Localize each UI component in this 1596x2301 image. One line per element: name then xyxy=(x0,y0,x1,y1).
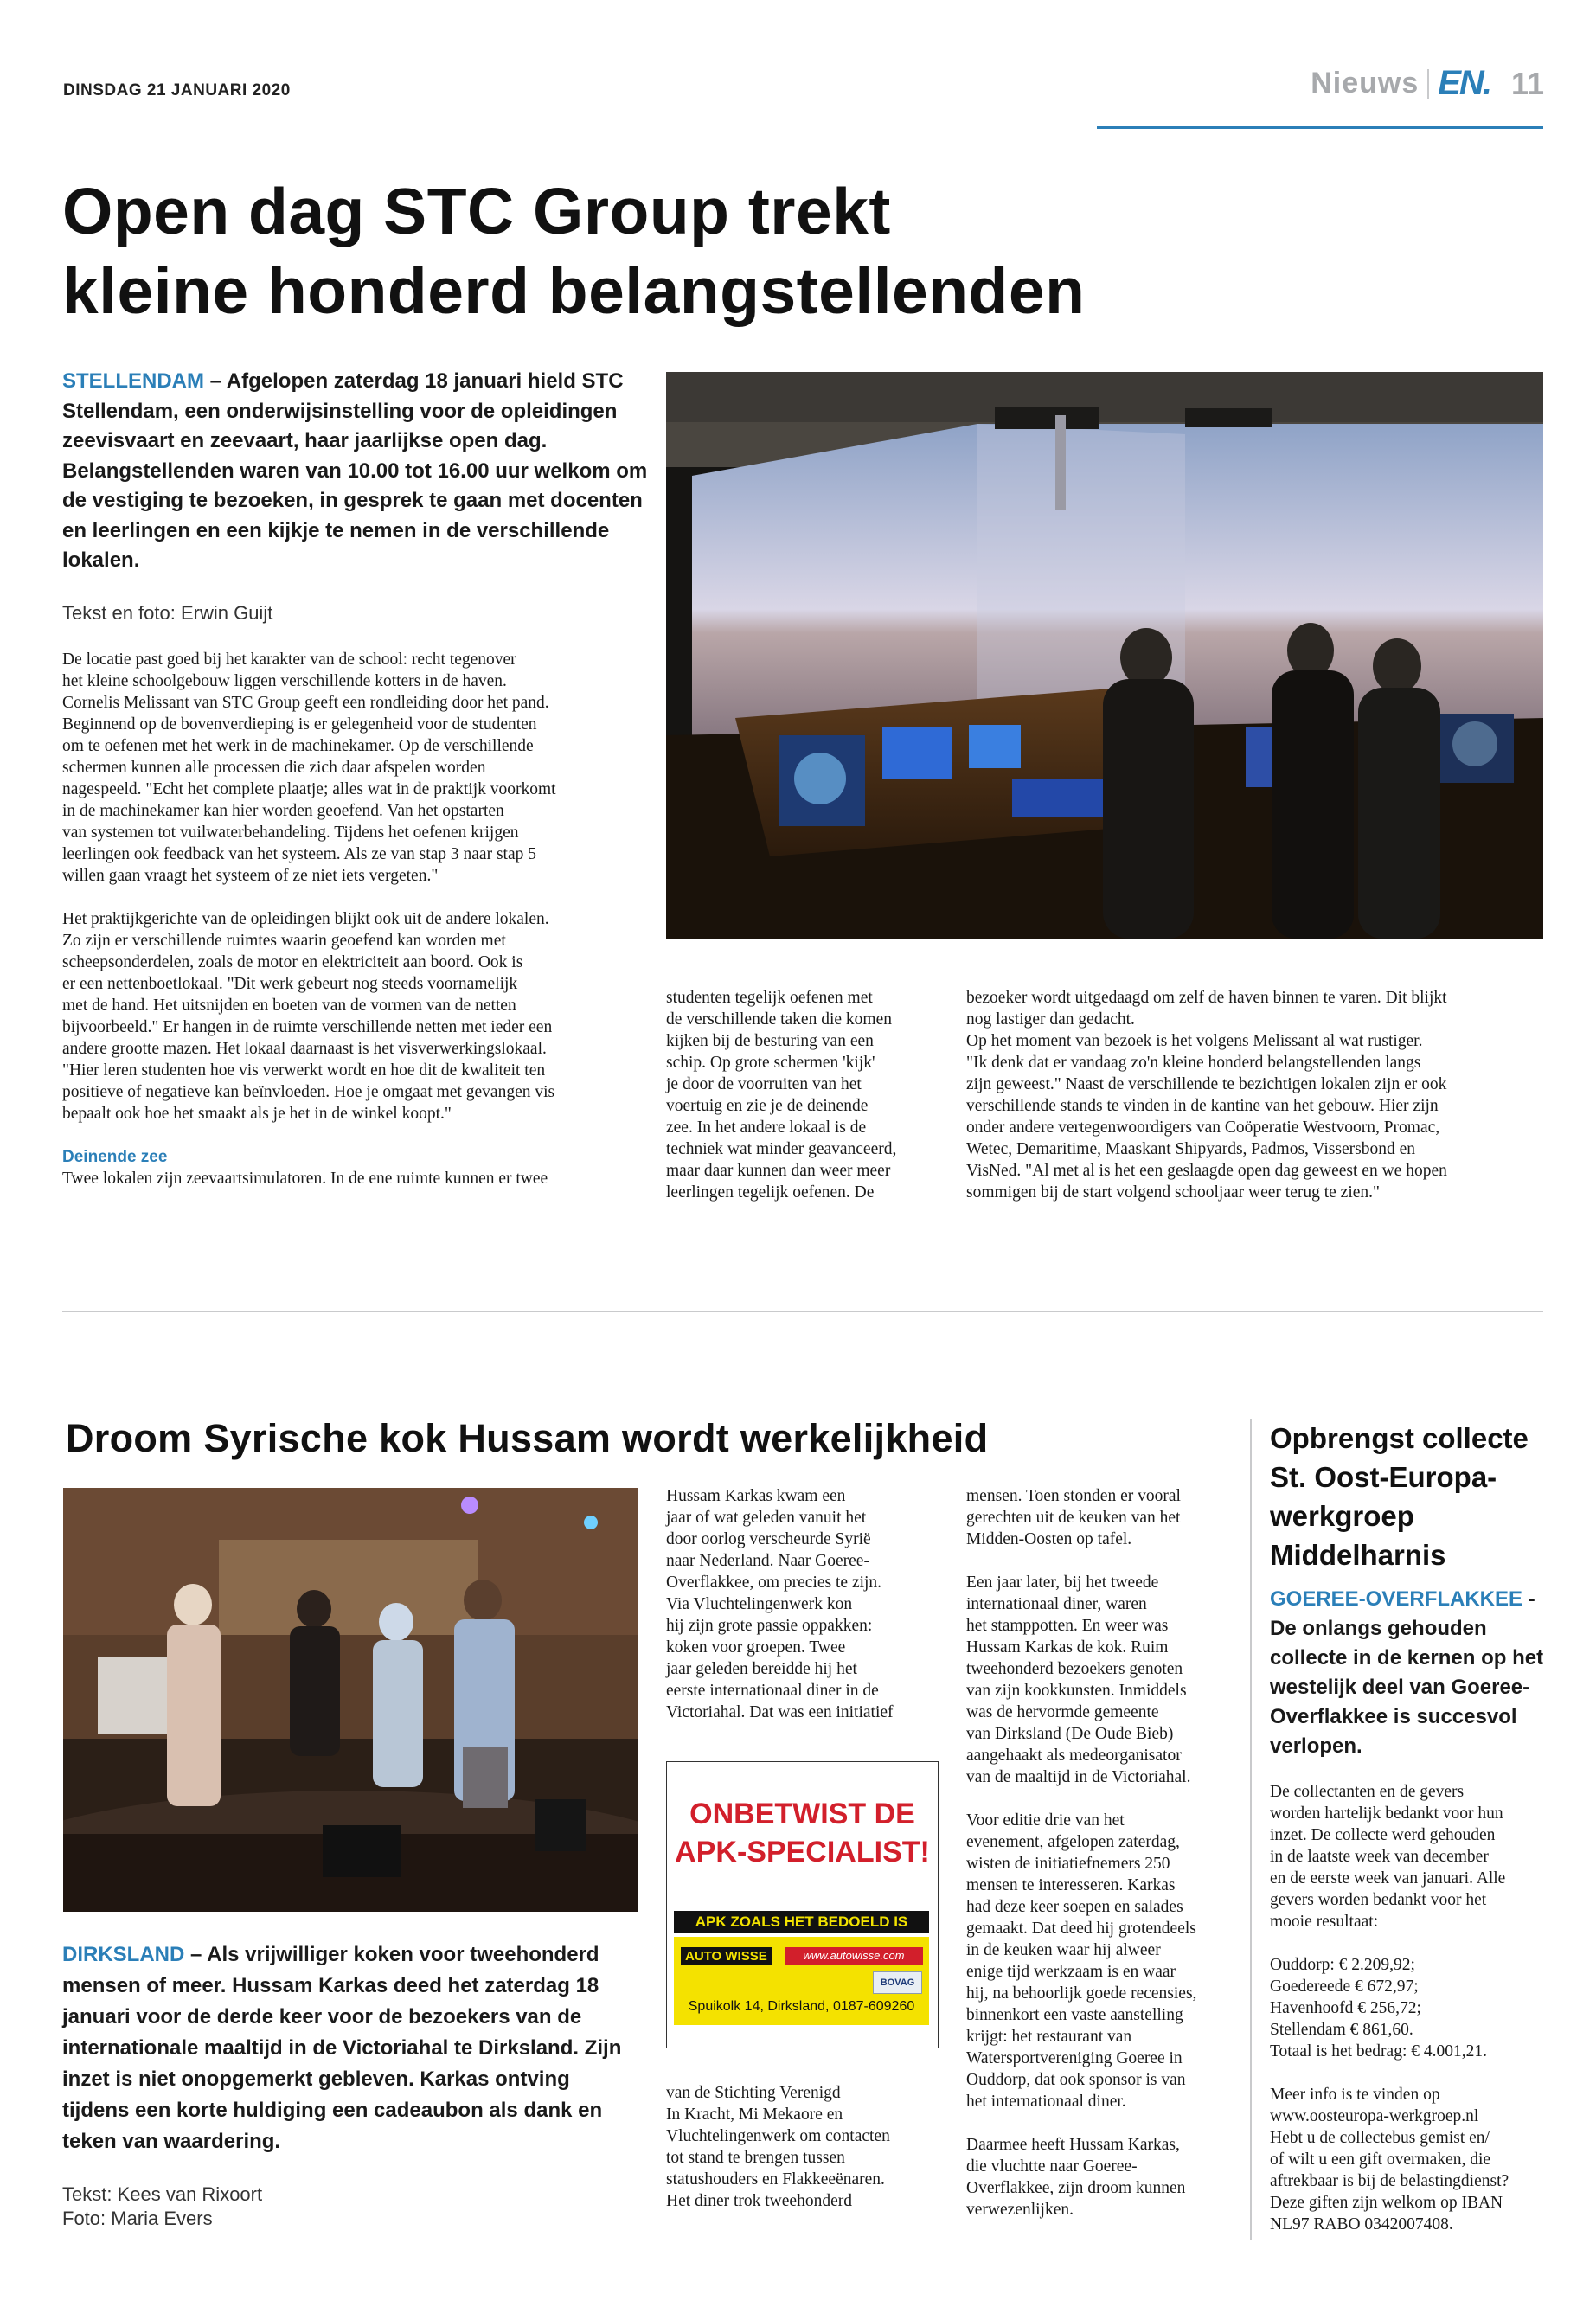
text-line: eerste internationaal diner in de xyxy=(666,1682,879,1700)
ad-address: Spuikolk 14, Dirksland, 0187-609260 xyxy=(688,1999,915,2014)
text-line: mooie resultaat: xyxy=(1270,1913,1379,1931)
credit-text: Tekst: Kees van Rixoort xyxy=(62,2183,263,2205)
text-line: Hebt u de collectebus gemist en/ xyxy=(1270,2129,1490,2147)
text-line: Watersportvereniging Goeree in xyxy=(966,2049,1183,2067)
sidebar-lead xyxy=(1270,1585,1547,1761)
article1-body-col3 xyxy=(966,987,1546,1203)
headline-line: Opbrengst collecte xyxy=(1270,1422,1529,1454)
text-line: onder andere vertegenwoordigers van Coöperatie Westvoorn, Promac, xyxy=(966,1118,1440,1137)
text-line: zee. In het andere lokaal is de xyxy=(666,1118,867,1137)
headline-line: kleine honderd belangstellenden xyxy=(62,254,1086,327)
text-line: in de machinekamer kan hier worden geoefend. Van het opstarten xyxy=(62,802,504,820)
text-line: binnenkort een vaste aanstelling xyxy=(966,2006,1183,2024)
lead-text: - De onlangs gehouden collecte in de kernen op het westelijk deel van Goeree-Overflakkee is succesvol verlopen. xyxy=(1270,1587,1544,1758)
text-line: Ouddorp, dat ook sponsor is van xyxy=(966,2071,1186,2089)
text-line: naar Nederland. Naar Goeree- xyxy=(666,1552,869,1570)
sidebar-body xyxy=(1270,1781,1555,2257)
headline-line: Open dag STC Group trekt xyxy=(62,175,891,247)
text-line: Totaal is het bedrag: € 4.001,21. xyxy=(1270,2042,1487,2061)
ad-url[interactable]: www.autowisse.com xyxy=(785,1947,923,1965)
text-line: mensen. Toen stonden er vooral xyxy=(966,1487,1181,1505)
paragraph xyxy=(1270,1781,1555,1932)
text-line: Het diner trok tweehonderd xyxy=(666,2192,852,2210)
text-line: gevers worden bedankt voor het xyxy=(1270,1891,1487,1909)
text-line: nagespeeld. "Echt het complete plaatje; alles wat in de praktijk voorkomt xyxy=(62,780,556,798)
text-line: andere grootte mazen. Het lokaal daarnaast is het visverwerkingslokaal. xyxy=(62,1040,547,1058)
text-line: in de laatste week van december xyxy=(1270,1848,1489,1866)
headline-line: St. Oost-Europa- xyxy=(1270,1461,1497,1493)
text-line: techniek wat minder geavanceerd, xyxy=(666,1140,897,1158)
text-line: scheepsonderdelen, zoals de motor en elektriciteit aan boord. Ook is xyxy=(62,953,523,971)
text-line: positieve of negatieve kan beïnvloeden. Hoe je omgaat met gevangen vis xyxy=(62,1083,555,1101)
text-line: evenement, afgelopen zaterdag, xyxy=(966,1833,1180,1851)
paragraph xyxy=(62,1168,633,1189)
text-line: Victoriahal. Dat was een initiatief xyxy=(666,1703,894,1721)
text-line: Via Vluchtelingenwerk kon xyxy=(666,1595,853,1613)
paragraph xyxy=(666,1485,943,1723)
text-line: van Dirksland (De Oude Bieb) xyxy=(966,1725,1174,1743)
text-line: bepaalt ook hoe het smaakt als je het in de winkel koopt." xyxy=(62,1105,452,1123)
text-line: "Hier leren studenten hoe vis verwerkt wordt en hoe dit de kwaliteit ten xyxy=(62,1061,546,1080)
ad-tagline: APK ZOALS HET BEDOELD IS xyxy=(674,1911,929,1933)
article2-lead xyxy=(62,1939,642,2157)
ad-panel xyxy=(674,1937,929,2025)
hussam-photo xyxy=(63,1488,638,1912)
text-line: Zo zijn er verschillende ruimtes waarin geoefend kan worden met xyxy=(62,932,506,950)
text-line: krijgt: het restaurant van xyxy=(966,2028,1132,2046)
text-line: koken voor groepen. Twee xyxy=(666,1638,846,1657)
text-line: Overflakkee, om precies te zijn. xyxy=(666,1574,882,1592)
text-line: voertuig en zie je de deinende xyxy=(666,1097,869,1115)
text-line: Hussam Karkas kwam een xyxy=(666,1487,846,1505)
text-line: Op het moment van bezoek is het volgens Melissant al wat rustiger. xyxy=(966,1032,1423,1050)
text-line: schip. Op grote schermen 'kijk' xyxy=(666,1054,875,1072)
text-line: leerlingen ook feedback van het systeem. Als ze van stap 3 naar stap 5 xyxy=(62,845,536,863)
text-line: in de keuken waar hij alweer xyxy=(966,1941,1161,1959)
text-line: Meer info is te vinden op xyxy=(1270,2086,1440,2104)
paragraph xyxy=(966,2134,1243,2221)
text-line: Twee lokalen zijn zeevaartsimulatoren. In de ene ruimte kunnen er twee xyxy=(62,1170,548,1188)
issue-date: DINSDAG 21 JANUARI 2020 xyxy=(63,81,291,99)
text-line: "Ik denk dat er vandaag zo'n kleine honderd belangstellenden langs xyxy=(966,1054,1421,1072)
article2-headline: Droom Syrische kok Hussam wordt werkelijkheid xyxy=(66,1416,989,1460)
paragraph xyxy=(966,1485,1243,1550)
text-line: De locatie past goed bij het karakter van de school: recht tegenover xyxy=(62,651,516,669)
dateline: GOEREE-OVERFLAKKEE xyxy=(1270,1587,1523,1611)
text-line: hij, na behoorlijk goede recensies, xyxy=(966,1984,1197,2003)
text-line: verschillende stands te vinden in de kantine van het gebouw. Hier zijn xyxy=(966,1097,1439,1115)
subhead: Deinende zee xyxy=(62,1148,168,1166)
headline-line: werkgroep xyxy=(1270,1500,1414,1532)
article2-credit xyxy=(62,2182,262,2231)
text-line: Beginnend op de bovenverdieping is er gelegenheid voor de studenten xyxy=(62,715,537,734)
text-line: www.oosteuropa-werkgroep.nl xyxy=(1270,2107,1479,2125)
text-line: met de hand. Het uitsnijden en boeten van de vormen van de netten xyxy=(62,997,516,1015)
text-line: Ouddorp: € 2.209,92; xyxy=(1270,1956,1415,1974)
hussam-photo-image xyxy=(63,1488,638,1912)
text-line: om te oefenen met het werk in de machinekamer. Op de verschillende xyxy=(62,737,534,755)
ad-headline-line: APK-SPECIALIST! xyxy=(675,1836,930,1868)
text-line: het internationaal diner. xyxy=(966,2093,1126,2111)
text-line: Cornelis Melissant van STC Group geeft een rondleiding door het pand. xyxy=(62,694,549,712)
text-line: en de eerste week van januari. Alle xyxy=(1270,1869,1506,1888)
text-line: Deze giften zijn welkom op IBAN xyxy=(1270,2194,1503,2212)
text-line: het kleine schoolgebouw liggen verschillende kotters in de haven. xyxy=(62,672,507,690)
sidebar-headline xyxy=(1270,1419,1547,1574)
text-line: worden hartelijk bedankt voor hun xyxy=(1270,1804,1503,1823)
simulator-photo-image xyxy=(666,372,1543,939)
article1-headline xyxy=(62,171,1360,330)
masthead xyxy=(1311,64,1544,103)
text-line: verwezenlijken. xyxy=(966,2201,1074,2219)
article1-credit: Tekst en foto: Erwin Guijt xyxy=(62,602,273,624)
text-line: Het praktijkgerichte van de opleidingen blijkt ook uit de andere lokalen. xyxy=(62,910,549,928)
paragraph xyxy=(666,987,943,1203)
paragraph xyxy=(966,987,1546,1203)
text-line: tot stand te brengen tussen xyxy=(666,2149,845,2167)
text-line: die vluchtte naar Goeree- xyxy=(966,2157,1138,2176)
text-line: het stamppotten. En weer was xyxy=(966,1617,1169,1635)
section-label: Nieuws xyxy=(1311,67,1420,99)
text-line: gemaakt. Dat deed hij grotendeels xyxy=(966,1920,1196,1938)
lead-text: – Als vrijwilliger koken voor tweehonderd mensen of meer. Hussam Karkas deed het zaterdag 18 januari voor de derde keer voor de bezoekers van de internationale maaltijd in de Victoriahal te Dirksland. Zijn inzet is niet onopgemerkt gebleven. Karkas ontving tijdens een korte huldiging een cadeaubon als dank en teken van waardering. xyxy=(62,1943,622,2153)
bovag-logo: BOVAG xyxy=(873,1971,922,1994)
text-line: hij zijn grote passie oppakken: xyxy=(666,1617,873,1635)
text-line: Voor editie drie van het xyxy=(966,1811,1125,1830)
text-line: zijn geweest." Naast de verschillende te bezichtigen lokalen zijn er ook xyxy=(966,1075,1447,1093)
page-number: 11 xyxy=(1510,65,1544,101)
article1-lead xyxy=(62,367,651,576)
text-line: nog lastiger dan gedacht. xyxy=(966,1010,1135,1029)
text-line: Midden-Oosten op tafel. xyxy=(966,1530,1132,1548)
text-line: wisten de initiatiefnemers 250 xyxy=(966,1855,1170,1873)
text-line: sommigen bij de start volgend schooljaar weer terug te zien." xyxy=(966,1183,1380,1202)
text-line: maar daar kunnen dan weer meer xyxy=(666,1162,891,1180)
paragraph xyxy=(62,649,633,887)
text-line: NL97 RABO 0342007408. xyxy=(1270,2215,1453,2234)
text-line: van de maaltijd in de Victoriahal. xyxy=(966,1768,1191,1786)
article1-body-col2 xyxy=(666,987,943,1203)
text-line: jaar of wat geleden vanuit het xyxy=(666,1509,867,1527)
text-line: Vluchtelingenwerk om contacten xyxy=(666,2127,890,2145)
text-line: tweehonderd bezoekers genoten xyxy=(966,1660,1183,1678)
text-line: Daarmee heeft Hussam Karkas, xyxy=(966,2136,1180,2154)
text-line: Een jaar later, bij het tweede xyxy=(966,1574,1159,1592)
text-line: De collectanten en de gevers xyxy=(1270,1783,1465,1801)
paragraph xyxy=(62,908,633,1125)
lead-text: – Afgelopen zaterdag 18 januari hield STC Stellendam, een onderwijsinstelling voor de opleidingen zeevisvaart en zeevaart, haar jaarlijkse open dag. Belangstellenden waren van 10.00 tot 16.00 uur welkom om de vestiging te bezoeken, in gesprek te gaan met docenten en leerlingen en een kijkje te nemen in de verschillende lokalen. xyxy=(62,369,648,572)
article2-body-col1-bottom xyxy=(666,2082,943,2212)
text-line: studenten tegelijk oefenen met xyxy=(666,989,873,1007)
text-line: mensen te interesseren. Karkas xyxy=(966,1876,1176,1894)
simulator-photo xyxy=(666,372,1543,939)
text-line: gerechten uit de keuken van het xyxy=(966,1509,1181,1527)
text-line: inzet. De collecte werd gehouden xyxy=(1270,1826,1496,1844)
text-line: was de hervormde gemeente xyxy=(966,1703,1159,1721)
apk-advertisement[interactable] xyxy=(666,1761,939,2048)
text-line: van de Stichting Verenigd xyxy=(666,2084,841,2102)
ad-headline-line: ONBETWIST DE xyxy=(689,1798,915,1830)
text-line: van systemen tot vuilwaterbehandeling. Tijdens het oefenen krijgen xyxy=(62,824,519,842)
paragraph xyxy=(1270,2084,1555,2235)
article-divider xyxy=(62,1311,1543,1312)
text-line: aangehaakt als medeorganisator xyxy=(966,1747,1182,1765)
text-line: schermen kunnen alle processen die zich daar afspelen worden xyxy=(62,759,486,777)
text-line: Havenhoofd € 256,72; xyxy=(1270,1999,1421,2017)
paragraph xyxy=(1270,1954,1555,2062)
masthead-separator xyxy=(1427,69,1429,99)
paragraph xyxy=(666,2082,943,2212)
en-logo: EN. xyxy=(1438,64,1490,102)
paragraph xyxy=(966,1572,1243,1788)
header-rule xyxy=(1097,126,1543,129)
text-line: Wetec, Demaritime, Maaskant Shipyards, Padmos, Vissersbond en xyxy=(966,1140,1415,1158)
ad-company-name: AUTO WISSE xyxy=(681,1947,772,1965)
text-line: er een nettenboetlokaal. "Dit werk gebeurt nog steeds voornamelijk xyxy=(62,975,518,993)
text-line: van zijn kookkunsten. Inmiddels xyxy=(966,1682,1187,1700)
text-line: willen gaan vraagt het systeem of ze niet iets vergeten." xyxy=(62,867,439,885)
text-line: door oorlog verscheurde Syrië xyxy=(666,1530,871,1548)
text-line: Overflakkee, zijn droom kunnen xyxy=(966,2179,1186,2197)
text-line: In Kracht, Mi Mekaore en xyxy=(666,2106,843,2124)
text-line: bezoeker wordt uitgedaagd om zelf de haven binnen te varen. Dit blijkt xyxy=(966,989,1447,1007)
text-line: bijvoorbeeld." Er hangen in de ruimte verschillende netten met ieder een xyxy=(62,1018,553,1036)
article1-body-col1 xyxy=(62,649,633,1189)
text-line: Goedereede € 672,97; xyxy=(1270,1977,1419,1996)
headline-line: Middelharnis xyxy=(1270,1539,1446,1571)
text-line: aftrekbaar is bij de belastingdienst? xyxy=(1270,2172,1509,2190)
text-line: de verschillende taken die komen xyxy=(666,1010,892,1029)
text-line: VisNed. "Al met al is het een geslaagde open dag geweest en we hopen xyxy=(966,1162,1447,1180)
text-line: enige tijd werkzaam is en waar xyxy=(966,1963,1176,1981)
text-line: internationaal diner, waren xyxy=(966,1595,1147,1613)
text-line: Stellendam € 861,60. xyxy=(1270,2021,1413,2039)
paragraph xyxy=(966,1810,1243,2112)
dateline: DIRKSLAND xyxy=(62,1943,185,1966)
dateline: STELLENDAM xyxy=(62,369,204,393)
ad-headline xyxy=(667,1795,938,1871)
text-line: had deze keer soepen en salades xyxy=(966,1898,1183,1916)
text-line: statushouders en Flakkeeënaren. xyxy=(666,2170,885,2189)
sidebar-rule xyxy=(1250,1419,1252,2240)
credit-photo: Foto: Maria Evers xyxy=(62,2208,213,2229)
text-line: leerlingen tegelijk oefenen. De xyxy=(666,1183,875,1202)
text-line: of wilt u een gift overmaken, die xyxy=(1270,2150,1491,2169)
article2-body-col1-top xyxy=(666,1485,943,1723)
article2-body-col2 xyxy=(966,1485,1243,2242)
text-line: Hussam Karkas de kok. Ruim xyxy=(966,1638,1169,1657)
text-line: jaar geleden bereidde hij het xyxy=(666,1660,857,1678)
text-line: je door de voorruiten van het xyxy=(666,1075,862,1093)
text-line: kijken bij de besturing van een xyxy=(666,1032,874,1050)
